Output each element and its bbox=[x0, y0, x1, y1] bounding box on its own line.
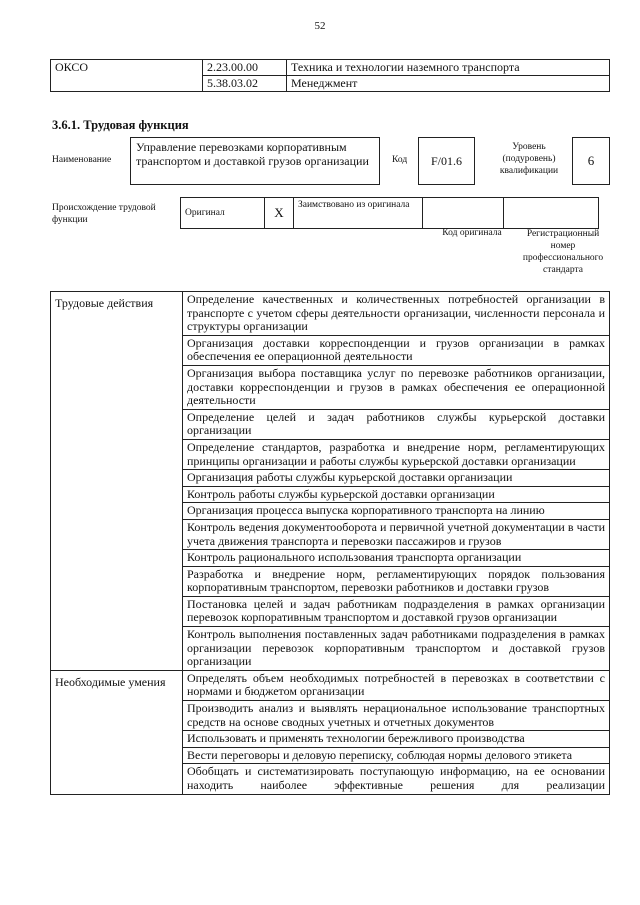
function-details-table bbox=[50, 291, 610, 795]
okso-code: 2.23.00.00 bbox=[203, 60, 287, 76]
labor-action: Разработка и внедрение норм, регламентирующих порядок пользования корпоративным транспортом, перевозки работников и доставки грузов bbox=[183, 566, 610, 596]
okso-name: Техника и технологии наземного транспорта bbox=[287, 60, 610, 76]
labor-action: Контроль рационального использования транспорта организации bbox=[183, 550, 610, 567]
labor-actions-label: Трудовые действия bbox=[51, 292, 183, 671]
function-name-label: Наименование bbox=[52, 155, 112, 165]
labor-action: Определение качественных и количественных потребностей организации в транспорте с учетом сферы деятельности организации, численности персонала и структуры организации bbox=[183, 292, 610, 336]
function-code-label: Код bbox=[392, 155, 408, 165]
code-original-cell bbox=[423, 198, 504, 229]
function-code: F/01.6 bbox=[418, 137, 475, 185]
labor-action: Контроль ведения документооборота и первичной учетной документации в части учета движения транспорта и перевозки пассажиров и грузов bbox=[183, 519, 610, 549]
skill: Использовать и применять технологии бережливого производства bbox=[183, 731, 610, 748]
skill: Определять объем необходимых потребностей в перевозках в соответствии с нормами и бюджетом организации bbox=[183, 670, 610, 700]
labor-action: Определение стандартов, разработка и внедрение норм, регламентирующих принципы организации и работы службы курьерской доставки организации bbox=[183, 439, 610, 469]
labor-action: Организация работы службы курьерской доставки организации bbox=[183, 470, 610, 487]
labor-action-row bbox=[51, 292, 610, 336]
origin-row bbox=[181, 198, 599, 229]
qualification-level: 6 bbox=[572, 137, 610, 185]
okso-row bbox=[51, 60, 610, 76]
skill-row bbox=[51, 670, 610, 700]
skill: Вести переговоры и деловую переписку, соблюдая нормы делового этикета bbox=[183, 747, 610, 764]
labor-action: Определение целей и задач работников службы курьерской доставки организации bbox=[183, 409, 610, 439]
reg-number-label: Регистрационный номер профессионального стандарта bbox=[522, 229, 604, 275]
labor-action: Контроль работы службы курьерской доставки организации bbox=[183, 486, 610, 503]
original-mark: X bbox=[265, 198, 294, 229]
labor-action: Контроль выполнения поставленных задач работниками подразделения в рамках организации перевозок корпоративным транспортом и доставкой грузов организации bbox=[183, 627, 610, 671]
original-label: Оригинал bbox=[181, 198, 265, 229]
origin-label: Происхождение трудовой функции bbox=[52, 203, 156, 225]
labor-action: Постановка целей и задач работникам подразделения в рамках организации перевозок корпоративным транспортом и доставкой грузов организации bbox=[183, 596, 610, 626]
skills-label: Необходимые умения bbox=[51, 670, 183, 794]
labor-action: Организация процесса выпуска корпоративного транспорта на линию bbox=[183, 503, 610, 520]
okso-label: ОКСО bbox=[51, 60, 203, 92]
okso-name: Менеджмент bbox=[287, 76, 610, 92]
skill: Обобщать и систематизировать поступающую информацию, на ее основании находить наиболее эффективные решения для реализации bbox=[183, 764, 610, 794]
page-number: 52 bbox=[314, 20, 326, 32]
origin-table bbox=[180, 197, 599, 229]
okso-code: 5.38.03.02 bbox=[203, 76, 287, 92]
labor-action: Организация доставки корреспонденции и грузов организации в рамках обеспечения ее операционной деятельности bbox=[183, 335, 610, 365]
skill: Производить анализ и выявлять нерациональное использование транспортных средств на основе сводных учетных и отчетных документов bbox=[183, 701, 610, 731]
code-original-label: Код оригинала bbox=[442, 228, 502, 238]
level-label: Уровень (подуровень) квалификации bbox=[499, 142, 559, 176]
reg-number-cell bbox=[504, 198, 599, 229]
function-name: Управление перевозками корпоративным транспортом и доставкой грузов организации bbox=[130, 137, 380, 185]
labor-action: Организация выбора поставщика услуг по перевозке работников организации, доставки корреспонденции и грузов в рамках обеспечения ее операционной деятельности bbox=[183, 365, 610, 409]
borrowed-label: Заимствовано из оригинала bbox=[294, 198, 423, 229]
okso-table bbox=[50, 59, 610, 92]
section-title: 3.6.1. Трудовая функция bbox=[52, 118, 189, 132]
